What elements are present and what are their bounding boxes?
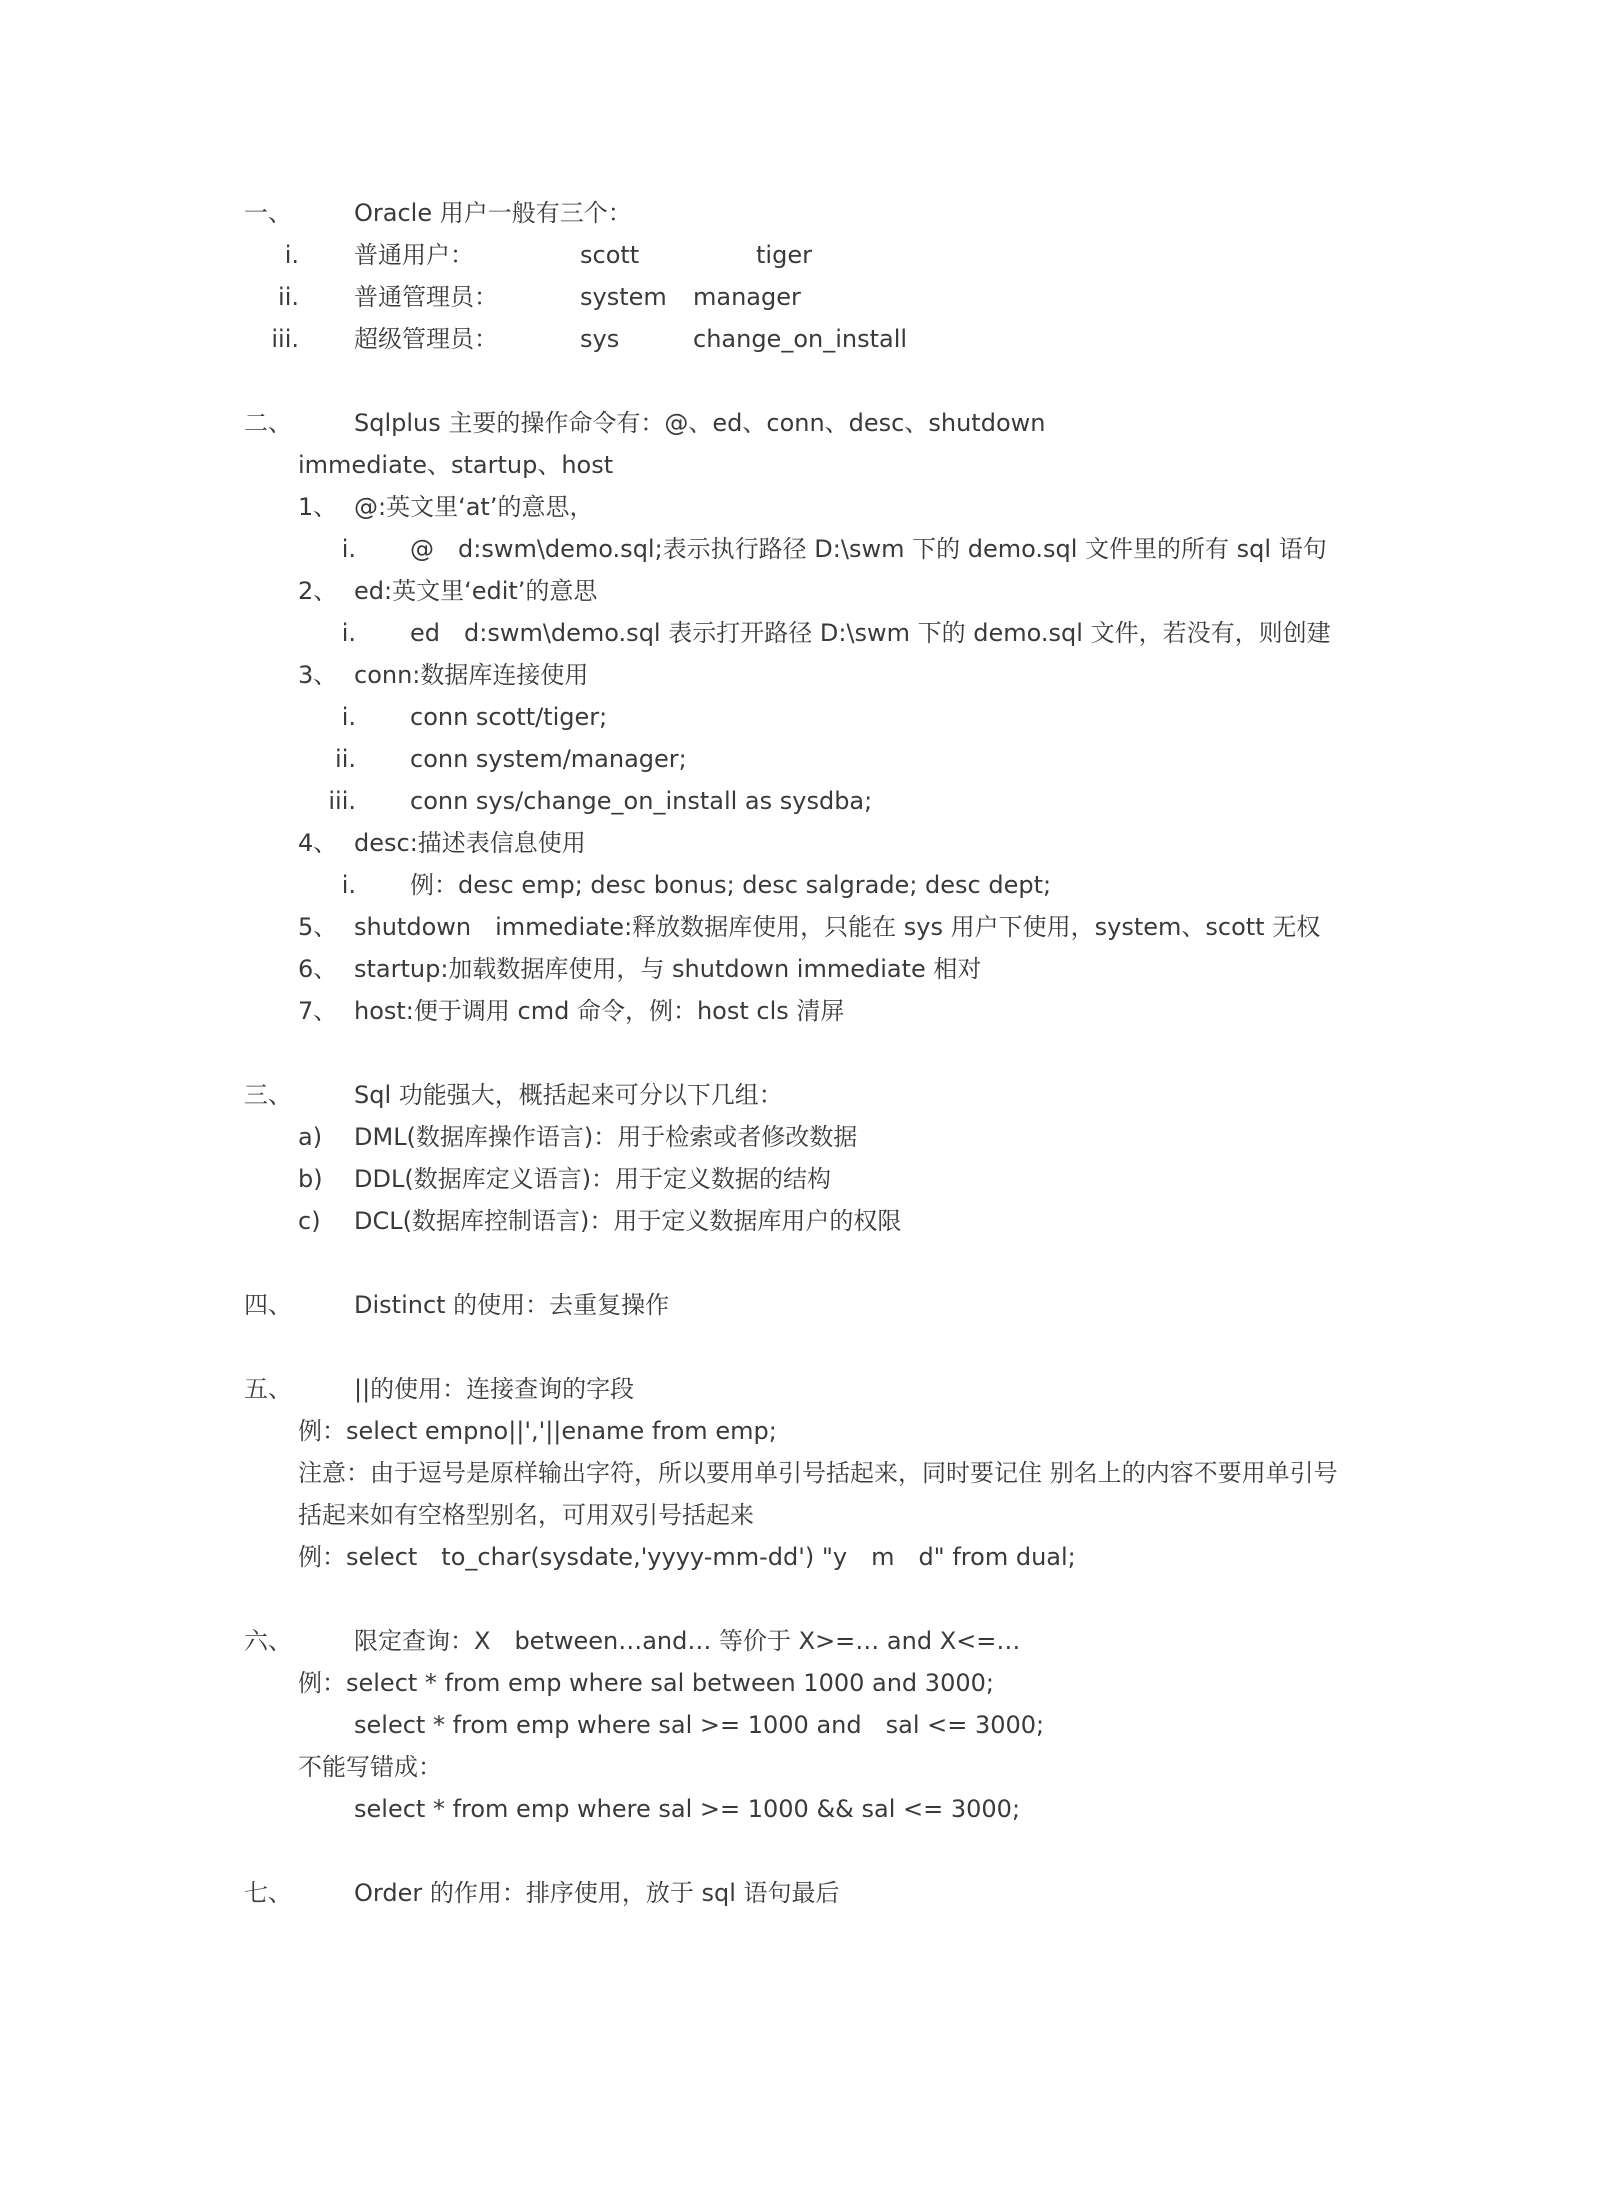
item-text: desc:描述表信息使用 bbox=[354, 829, 586, 857]
password: manager bbox=[693, 283, 801, 311]
section-heading bbox=[0, 192, 1600, 234]
sub-item bbox=[0, 780, 1600, 822]
section-3 bbox=[0, 1074, 1600, 1242]
section-heading bbox=[0, 402, 1600, 444]
example-text: 例：select * from emp where sal between 1000 and 3000; bbox=[298, 1669, 994, 1697]
item-number: 2、 bbox=[298, 577, 338, 605]
item-text: 例：desc emp; desc bonus; desc salgrade; desc dept; bbox=[410, 871, 1052, 899]
list-item bbox=[0, 990, 1600, 1032]
item-letter: a) bbox=[298, 1123, 323, 1151]
username: system bbox=[580, 283, 667, 311]
list-item bbox=[0, 276, 1600, 318]
section-title: Oracle 用户一般有三个： bbox=[354, 199, 632, 227]
section-2 bbox=[0, 402, 1600, 1032]
item-text: @:英文里‘at’的意思， bbox=[354, 493, 594, 521]
item-number: i. bbox=[341, 535, 356, 563]
item-number: 3、 bbox=[298, 661, 338, 689]
sub-item bbox=[0, 528, 1600, 570]
item-text: ed d:swm\demo.sql 表示打开路径 D:\swm 下的 demo.sql 文件，若没有，则创建 bbox=[410, 619, 1331, 647]
list-item bbox=[0, 234, 1600, 276]
section-title: Distinct 的使用：去重复操作 bbox=[354, 1291, 670, 1319]
item-text: conn system/manager; bbox=[410, 745, 687, 773]
item-number: i. bbox=[341, 871, 356, 899]
warning-text: 不能写错成： bbox=[298, 1753, 442, 1781]
item-number: i. bbox=[341, 703, 356, 731]
section-6 bbox=[0, 1620, 1600, 1830]
list-item bbox=[0, 1158, 1600, 1200]
section-title: Sqlplus 主要的操作命令有：@、ed、conn、desc、shutdown bbox=[354, 409, 1046, 437]
user-role: 普通用户： bbox=[354, 241, 474, 269]
username: scott bbox=[580, 241, 640, 269]
item-text: @ d:swm\demo.sql;表示执行路径 D:\swm 下的 demo.sql 文件里的所有 sql 语句 bbox=[410, 535, 1327, 563]
section-number: 三、 bbox=[244, 1081, 292, 1109]
example-text: 例：select to_char(sysdate,'yyyy-mm-dd') "y m d" from dual; bbox=[298, 1543, 1076, 1571]
item-text: startup:加载数据库使用，与 shutdown immediate 相对 bbox=[354, 955, 982, 983]
item-text: DDL(数据库定义语言)：用于定义数据的结构 bbox=[354, 1165, 832, 1193]
item-number: iii. bbox=[271, 325, 299, 353]
item-text: DML(数据库操作语言)：用于检索或者修改数据 bbox=[354, 1123, 858, 1151]
section-title: ||的使用：连接查询的字段 bbox=[354, 1375, 635, 1403]
section-heading bbox=[0, 1284, 1600, 1326]
list-item bbox=[0, 948, 1600, 990]
section-7 bbox=[0, 1872, 1600, 1914]
section-title: Sql 功能强大，概括起来可分以下几组： bbox=[354, 1081, 783, 1109]
note-text: 注意：由于逗号是原样输出字符，所以要用单引号括起来，同时要记住 别名上的内容不要用单引号括起来如有空格型别名，可用双引号括起来 bbox=[298, 1459, 1338, 1529]
item-text: conn:数据库连接使用 bbox=[354, 661, 589, 689]
password: change_on_install bbox=[693, 325, 908, 353]
list-item bbox=[0, 1116, 1600, 1158]
item-letter: b) bbox=[298, 1165, 323, 1193]
sub-item bbox=[0, 696, 1600, 738]
section-number: 六、 bbox=[244, 1627, 292, 1655]
item-text: host:便于调用 cmd 命令，例：host cls 清屏 bbox=[354, 997, 845, 1025]
list-item bbox=[0, 1200, 1600, 1242]
list-item bbox=[0, 906, 1600, 948]
item-number: 1、 bbox=[298, 493, 338, 521]
section-5 bbox=[0, 1368, 1600, 1578]
section-number: 一、 bbox=[244, 199, 292, 227]
section-heading bbox=[0, 1368, 1600, 1410]
sub-item bbox=[0, 864, 1600, 906]
item-number: 7、 bbox=[298, 997, 338, 1025]
sub-item bbox=[0, 612, 1600, 654]
list-item bbox=[0, 570, 1600, 612]
item-letter: c) bbox=[298, 1207, 321, 1235]
item-number: ii. bbox=[335, 745, 356, 773]
item-text: shutdown immediate:释放数据库使用，只能在 sys 用户下使用，system、scott 无权 bbox=[354, 913, 1321, 941]
user-role: 超级管理员： bbox=[354, 325, 498, 353]
user-role: 普通管理员： bbox=[354, 283, 498, 311]
section-number: 七、 bbox=[244, 1879, 292, 1907]
sub-item bbox=[0, 738, 1600, 780]
list-item bbox=[0, 654, 1600, 696]
section-number: 五、 bbox=[244, 1375, 292, 1403]
section-number: 四、 bbox=[244, 1291, 292, 1319]
item-number: ii. bbox=[278, 283, 299, 311]
item-number: i. bbox=[284, 241, 299, 269]
item-number: i. bbox=[341, 619, 356, 647]
list-item bbox=[0, 486, 1600, 528]
section-title: 限定查询：X between…and… 等价于 X>=… and X<=… bbox=[354, 1627, 1021, 1655]
section-title-continued: immediate、startup、host bbox=[298, 451, 614, 479]
password: tiger bbox=[756, 241, 812, 269]
example-text: select * from emp where sal >= 1000 and sal <= 3000; bbox=[354, 1711, 1045, 1739]
username: sys bbox=[580, 325, 620, 353]
item-number: iii. bbox=[328, 787, 356, 815]
section-number: 二、 bbox=[244, 409, 292, 437]
section-1 bbox=[0, 192, 1600, 360]
item-number: 5、 bbox=[298, 913, 338, 941]
example-text: select * from emp where sal >= 1000 && sal <= 3000; bbox=[354, 1795, 1021, 1823]
section-heading bbox=[0, 1620, 1600, 1662]
section-4 bbox=[0, 1284, 1600, 1326]
example-text: 例：select empno||','||ename from emp; bbox=[298, 1417, 777, 1445]
item-number: 4、 bbox=[298, 829, 338, 857]
list-item bbox=[0, 822, 1600, 864]
section-title: Order 的作用：排序使用，放于 sql 语句最后 bbox=[354, 1879, 840, 1907]
item-text: DCL(数据库控制语言)：用于定义数据库用户的权限 bbox=[354, 1207, 902, 1235]
item-number: 6、 bbox=[298, 955, 338, 983]
document-page bbox=[0, 192, 1600, 1956]
item-text: conn scott/tiger; bbox=[410, 703, 608, 731]
section-heading bbox=[0, 1872, 1600, 1914]
list-item bbox=[0, 318, 1600, 360]
section-heading bbox=[0, 1074, 1600, 1116]
item-text: conn sys/change_on_install as sysdba; bbox=[410, 787, 873, 815]
item-text: ed:英文里‘edit’的意思 bbox=[354, 577, 598, 605]
